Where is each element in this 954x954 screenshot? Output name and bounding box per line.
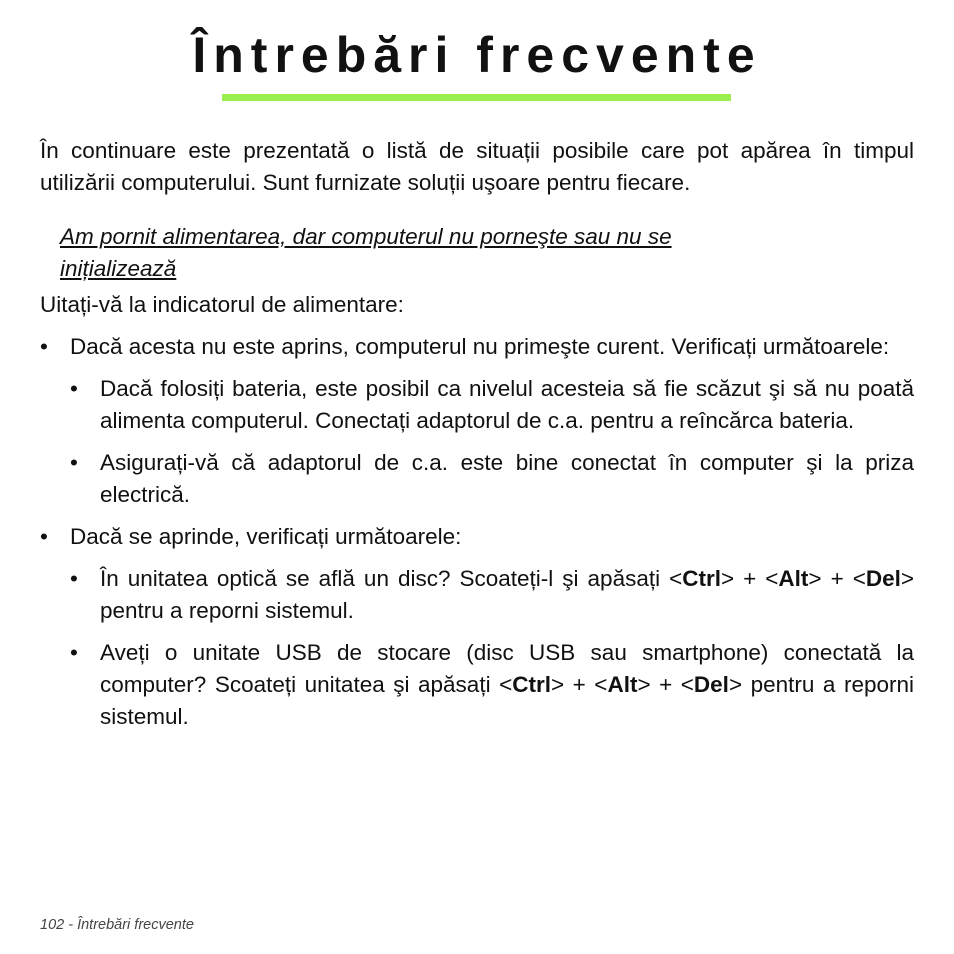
list-item-text: Asigurați-vă că adaptorul de c.a. este bine conectat în computer şi la priza electrică. (100, 450, 914, 507)
page-content (40, 135, 914, 733)
text-segment: > + < (720, 566, 779, 591)
text-segment: > pentru a reporni sistemul. (100, 566, 915, 623)
bullet-icon: • (40, 334, 48, 359)
intro-paragraph: În continuare este prezentată o listă de situații posibile care pot apărea în timpul utilizării computerului. Sunt furnizate soluții uşoare pentru fiecare. (40, 138, 914, 195)
list-item (70, 563, 914, 627)
list-item (70, 637, 914, 733)
lead-paragraph: Uitați-vă la indicatorul de alimentare: (40, 292, 404, 317)
text-segment: > + < (637, 672, 694, 697)
bullet-icon: • (70, 450, 78, 475)
section-heading: Am pornit alimentarea, dar computerul nu porneşte sau nu se inițializează (60, 224, 672, 281)
key-alt: Alt (778, 566, 809, 591)
page-footer: 102 - Întrebări frecvente (40, 917, 194, 933)
text-segment: > pentru a reporni sistemul. (100, 672, 914, 729)
title-underline-rule (222, 94, 731, 101)
bullet-icon: • (70, 376, 78, 401)
list-item-text: Dacă se aprinde, verificați următoarele: (70, 524, 462, 549)
key-del: Del (865, 566, 901, 591)
key-del: Del (693, 672, 729, 697)
text-segment: Aveți o unitate USB de stocare (disc USB sau smartphone) conectată la computer? Scoateți unitatea şi apăsați < (100, 640, 914, 697)
text-segment: > + < (808, 566, 866, 591)
text-segment: > + < (550, 672, 608, 697)
list-item (40, 331, 914, 363)
key-ctrl: Ctrl (682, 566, 721, 591)
list-item-text: Dacă acesta nu este aprins, computerul nu primeşte curent. Verificați următoarele: (70, 334, 890, 359)
page-title: Întrebări frecvente (192, 27, 762, 83)
list-item (40, 521, 914, 553)
bullet-icon: • (70, 640, 78, 665)
list-item-text (100, 566, 914, 623)
key-alt: Alt (607, 672, 638, 697)
list-item-text: Dacă folosiți bateria, este posibil ca nivelul acesteia să fie scăzut şi să nu poată alimenta computerul. Conectați adaptorul de c.a. pentru a reîncărca bateria. (100, 376, 914, 433)
list-item (70, 447, 914, 511)
bullet-icon: • (70, 566, 78, 591)
key-ctrl: Ctrl (512, 672, 551, 697)
text-segment: În unitatea optică se află un disc? Scoateți-l şi apăsați < (100, 566, 683, 591)
list-item-text (100, 640, 914, 729)
bullet-icon: • (40, 524, 48, 549)
list-item (70, 373, 914, 437)
